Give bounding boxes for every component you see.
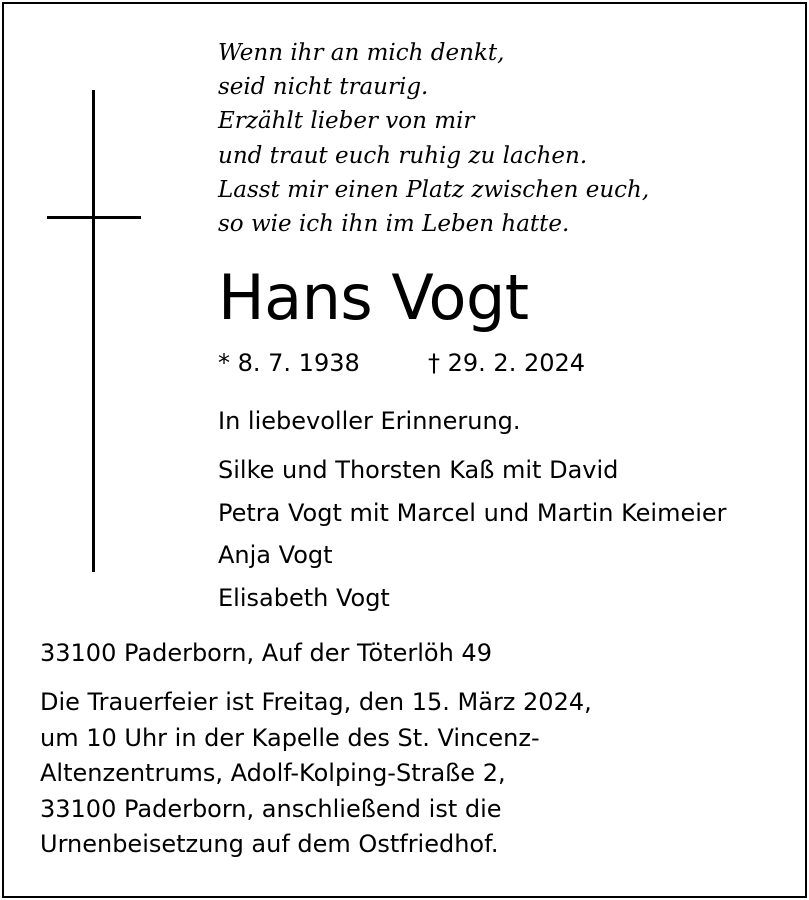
ceremony-line: 33100 Paderborn, anschließend ist die — [40, 794, 502, 823]
cross-icon-crossbar — [47, 216, 141, 219]
poem-line: Wenn ihr an mich denkt, — [218, 40, 505, 66]
poem-line: Erzählt lieber von mir — [218, 108, 475, 135]
ceremony-line: Die Trauerfeier ist Freitag, den 15. März 2024, — [40, 688, 592, 716]
family-member: Elisabeth Vogt — [218, 583, 390, 612]
poem-line: Lasst mir einen Platz zwischen euch, — [218, 176, 650, 203]
family-list — [218, 452, 727, 622]
family-member: Petra Vogt mit Marcel und Martin Keimeier — [218, 498, 727, 527]
obituary-notice — [2, 2, 807, 898]
deceased-name: Hans Vogt — [218, 261, 529, 334]
family-member: Anja Vogt — [218, 541, 333, 569]
address: 33100 Paderborn, Auf der Töterlöh 49 — [40, 639, 492, 667]
family-member: Silke und Thorsten Kaß mit David — [218, 456, 619, 484]
ceremony-info — [40, 685, 592, 863]
ceremony-line: um 10 Uhr in der Kapelle des St. Vincenz- — [40, 723, 540, 752]
remembrance-text: In liebevoller Erinnerung. — [218, 407, 521, 435]
poem-line: so wie ich ihn im Leben hatte. — [218, 210, 570, 237]
ceremony-line: Urnenbeisetzung auf dem Ostfriedhof. — [40, 830, 499, 858]
poem-line: und traut euch ruhig zu lachen. — [218, 142, 588, 169]
poem-line: seid nicht traurig. — [218, 74, 429, 101]
ceremony-line: Altenzentrums, Adolf-Kolping-Straße 2, — [40, 759, 506, 787]
poem — [218, 36, 649, 241]
life-dates — [218, 345, 586, 381]
cross-icon — [92, 90, 95, 572]
birth-date: * 8. 7. 1938 — [218, 349, 360, 377]
death-date: † 29. 2. 2024 — [428, 349, 586, 377]
